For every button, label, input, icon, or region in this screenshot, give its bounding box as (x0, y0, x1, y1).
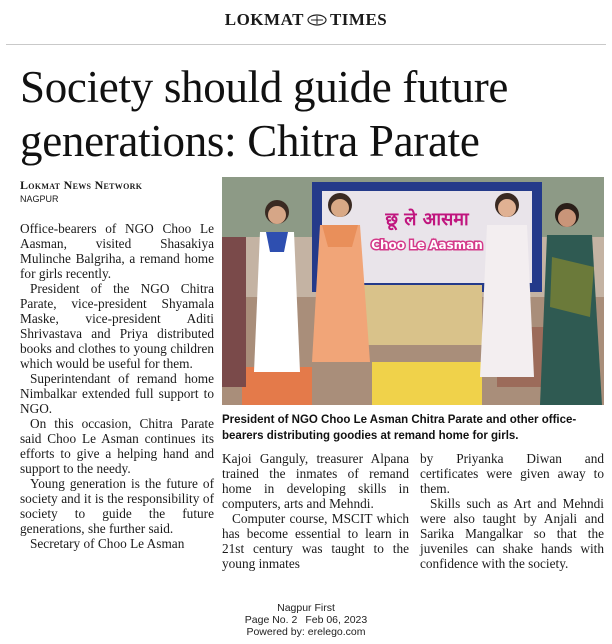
byline (20, 178, 142, 193)
paragraph: Computer course, MSCIT which has become essential to learn in 21st century was taught to the young inmates (222, 511, 409, 571)
paragraph: Kajoi Ganguly, treasurer Alpana trained the inmates of remand home in developing skills in computers, arts and Mehndi. (222, 451, 409, 511)
footer-edition: Nagpur First (277, 602, 335, 614)
dateline: NAGPUR (20, 194, 59, 204)
photo-illustration (222, 177, 604, 405)
paragraph: Skills such as Art and Mehndi were also taught by Anjali and Sarika Mangalkar so that the juveniles can shake hands with confidence with the society. (420, 496, 604, 571)
paragraph: by Priyanka Diwan and certificates were given away to them. (420, 451, 604, 496)
banner-subtitle: Choo Le Aasman (371, 238, 483, 252)
paragraph: Secretary of Choo Le Asman (30, 536, 185, 551)
paragraph: Superintendant of remand home Nimbalkar extended full support to NGO. (20, 371, 214, 416)
byline-text: Lokmat News Network (20, 178, 143, 192)
masthead-right: TIMES (329, 10, 388, 29)
footer-page: Page No. 2 (244, 614, 298, 626)
page-footer (0, 602, 612, 638)
paragraph: President of the NGO Chitra Parate, vice-president Shyamala Maske, vice-president Aditi Shrivastava and Priya distributed books and clothes to young children which would be useful for them. (20, 281, 214, 371)
banner-title: छू ले आसमा (385, 209, 469, 230)
paragraph: On this occasion, Chitra Parate said Choo Le Asman continues its efforts to give a helping hand and support to the needy. (20, 416, 214, 476)
article-column-1 (20, 221, 214, 551)
emblem-icon (307, 14, 327, 26)
headline: Society should guide future generations: Chitra Parate (20, 62, 509, 166)
masthead (0, 10, 612, 30)
paragraph: Young generation is the future of society and it is the responsibility of society to guide the future generations, she further said. (20, 476, 214, 536)
photo-caption: President of NGO Choo Le Asman Chitra Parate and other office-bearers distributing goodies at remand home for girls. (222, 414, 577, 442)
footer-powered[interactable]: Powered by: erelego.com (246, 626, 366, 638)
masthead-left: LOKMAT (224, 10, 304, 29)
article-column-2 (222, 451, 409, 571)
paragraph: Office-bearers of NGO Choo Le Aasman, visited Shasakiya Mulinche Balgriha, a remand home for girls recently. (20, 221, 214, 281)
masthead-rule (6, 44, 606, 45)
footer-date: Feb 06, 2023 (305, 614, 368, 626)
article-column-3 (420, 451, 604, 571)
article-photo (222, 177, 604, 405)
